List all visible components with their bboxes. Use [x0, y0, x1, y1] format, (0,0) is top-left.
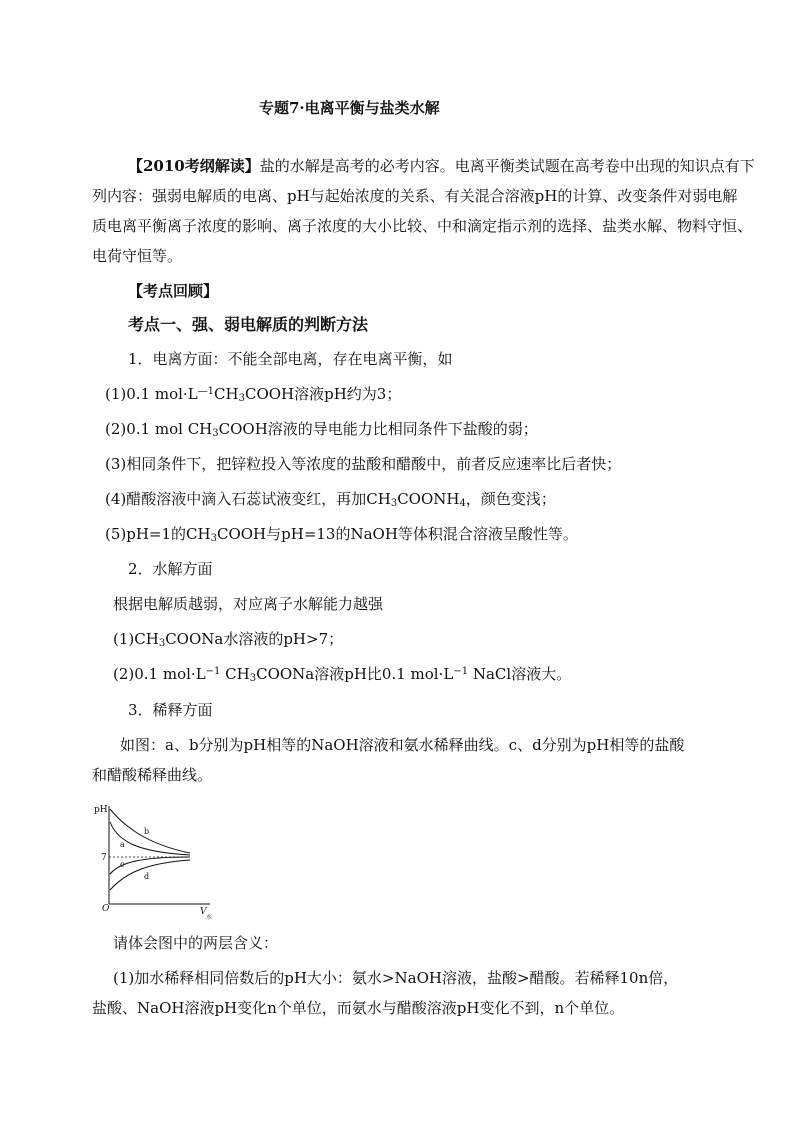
section-1-item-1: (1)0.1 $mol\cdot L^{—1}CH_3COOH$溶液pH约为3；: [105, 385, 402, 404]
section-1-item-5: (5)pH=1的$CH_3COOH$与pH=13的NaOH等体积混合溶液呈酸性等。: [105, 525, 578, 544]
section-1-heading: 1．电离方面：不能全部电离，存在电离平衡，如: [128, 350, 453, 368]
intro-text-1: 盐的水解是高考的必考内容。电离平衡类试题在高考卷中出现的知识点有下: [259, 157, 755, 175]
intro-line-3: 质电离平衡离子浓度的影响、离子浓度的大小比较、中和滴定指示剂的选择、盐类水解、物料守恒、: [92, 217, 753, 235]
section-1-item-2: (2)0.1 mol $CH_3COOH$溶液的导电能力比相同条件下盐酸的弱；: [105, 420, 538, 439]
section-1-item-3: (3)相同条件下，把锌粒投入等浓度的盐酸和醋酸中，前者反应速率比后者快；: [105, 455, 622, 473]
ph-seven-label: 7: [101, 853, 107, 863]
curve-b-label: b: [144, 827, 150, 836]
intro-tag: 【2010考纲解读】: [128, 157, 260, 175]
page-title: 专题7·电离平衡与盐类水解: [259, 99, 440, 117]
curve-c-label: c: [120, 860, 125, 869]
section-3-text-1: 如图：a、b分别为pH相等的NaOH溶液和氨水稀释曲线。c、d分别为pH相等的盐酸: [120, 736, 685, 754]
section-3-text-2: 和醋酸稀释曲线。: [92, 766, 213, 784]
origin-label: O: [102, 904, 110, 914]
kaodian-1-heading: 考点一、强、弱电解质的判断方法: [128, 315, 369, 334]
section-2-item-2: (2)0.1 $mol\cdot L^{-1}$ $CH_3COONa$溶液pH比0.1 $mol\cdot L^{-1}$ NaCl溶液大。: [113, 665, 572, 684]
section-2-heading: 2．水解方面: [128, 560, 213, 578]
dilution-graph: [90, 798, 220, 923]
review-heading: 【考点回顾】: [128, 282, 219, 300]
intro-line-1: [128, 156, 755, 176]
after-text: 请体会图中的两层含义：: [113, 934, 279, 952]
after-para-1-line-2: 盐酸、NaOH溶液pH变化n个单位，而氨水与醋酸溶液pH变化不到，n个单位。: [92, 999, 625, 1017]
intro-line-2: 列内容：强弱电解质的电离、pH与起始浓度的关系、有关混合溶液pH的计算、改变条件对弱电解: [92, 187, 738, 205]
section-3-heading: 3．稀释方面: [128, 701, 213, 719]
x-axis-sub-label: 水: [206, 914, 213, 921]
curve-d-label: d: [144, 872, 150, 881]
after-para-1-line-1: (1)加水稀释相同倍数后的pH大小：氨水>NaOH溶液，盐酸>醋酸。若稀释10n倍，: [113, 969, 679, 987]
curve-a-label: a: [120, 840, 125, 849]
section-1-item-4: (4)醋酸溶液中滴入石蕊试液变红，再加$CH_3COONH_4$，颜色变浅；: [105, 490, 556, 509]
section-2-text: 根据电解质越弱，对应离子水解能力越强: [113, 595, 384, 613]
x-axis-label: V: [200, 907, 207, 917]
intro-line-4: 电荷守恒等。: [92, 247, 183, 265]
y-axis-label: pH: [94, 805, 108, 815]
section-2-item-1: $(1)CH_3COONa$水溶液的pH>7；: [113, 630, 344, 649]
